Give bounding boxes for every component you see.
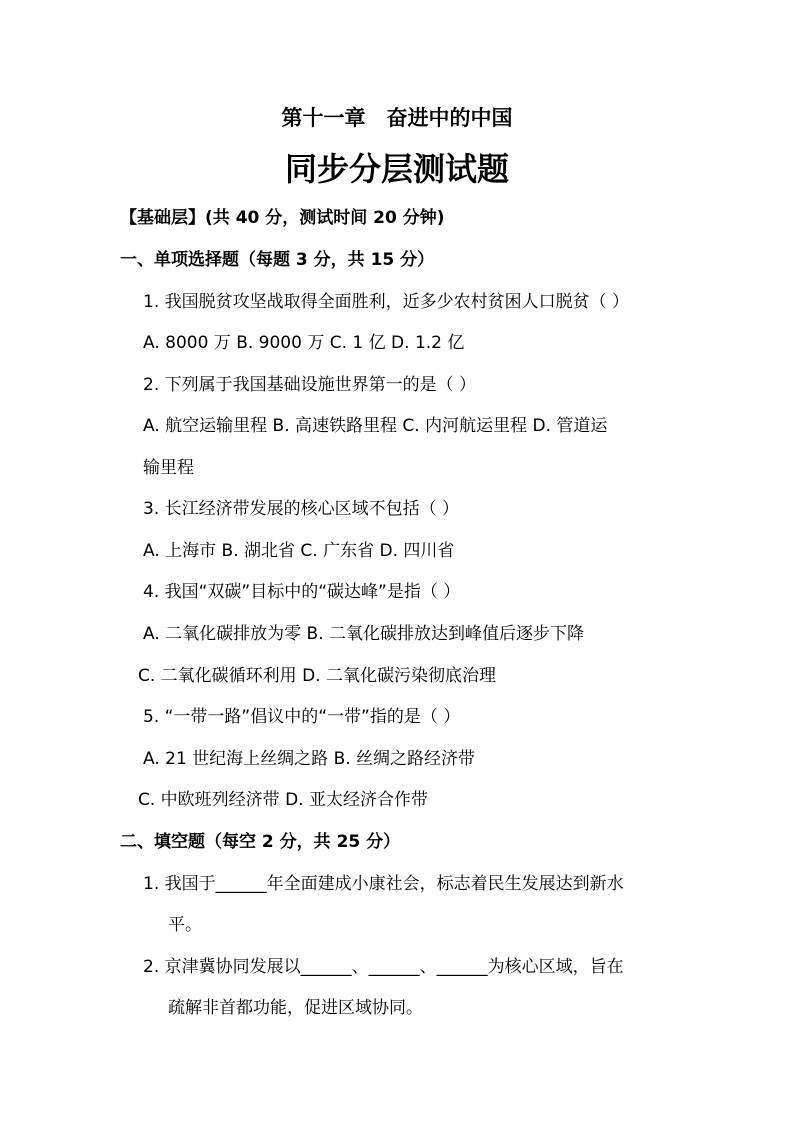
section-heading-multiple-choice: 一、单项选择题（每题 3 分，共 15 分） [120,250,435,270]
question-stem: 1. 我国脱贫攻坚战取得全面胜利，近多少农村贫困人口脱贫（ ） [143,292,630,312]
question-options: C. 中欧班列经济带 D. 亚太经济合作带 [138,790,428,810]
question-options: C. 二氧化碳循环利用 D. 二氧化碳污染彻底治理 [138,666,496,686]
question-options: A. 上海市 B. 湖北省 C. 广东省 D. 四川省 [143,541,455,561]
question-options: A. 8000 万 B. 9000 万 C. 1 亿 D. 1.2 亿 [143,333,465,353]
chapter-title: 第十一章 奋进中的中国 [281,106,513,130]
question-options: A. 航空运输里程 B. 高速铁路里程 C. 内河航运里程 D. 管道运 [143,416,608,436]
main-title: 同步分层测试题 [284,150,509,188]
level-intro: 【基础层】(共 40 分，测试时间 20 分钟) [120,208,445,228]
question-options-continued: 输里程 [143,458,194,478]
fill-question-line: 疏解非首都功能，促进区域协同。 [168,998,423,1018]
fill-question-line: 2. 京津冀协同发展以______、______、______为核心区域，旨在 [143,957,624,977]
question-stem: 5. “一带一路”倡议中的“一带”指的是（ ） [143,707,461,727]
question-stem: 3. 长江经济带发展的核心区域不包括（ ） [143,499,460,519]
fill-question-line: 平。 [168,915,202,935]
question-stem: 4. 我国“双碳”目标中的“碳达峰”是指（ ） [143,582,461,602]
question-options: A. 21 世纪海上丝绸之路 B. 丝绸之路经济带 [143,749,476,769]
fill-question-line: 1. 我国于______年全面建成小康社会，标志着民生发展达到新水 [143,874,624,894]
section-heading-fill-in: 二、填空题（每空 2 分，共 25 分） [120,832,401,852]
question-options: A. 二氧化碳排放为零 B. 二氧化碳排放达到峰值后逐步下降 [143,624,585,644]
question-stem: 2. 下列属于我国基础设施世界第一的是（ ） [143,375,477,395]
